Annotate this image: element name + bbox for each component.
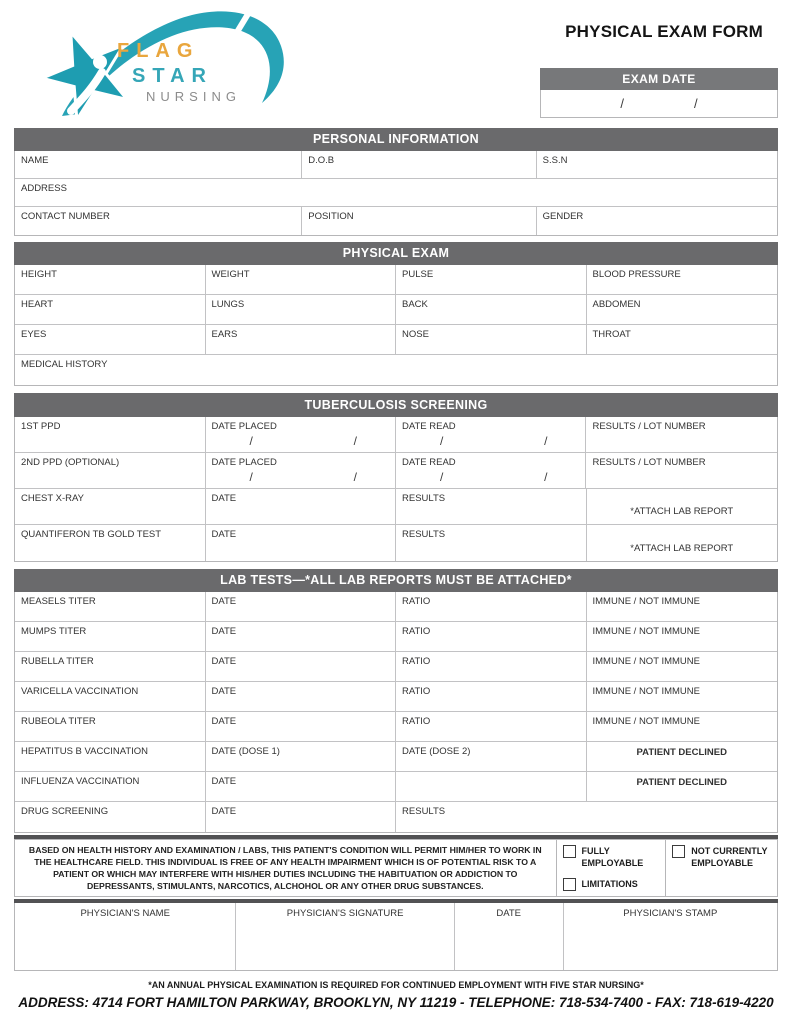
annual-exam-note: *AN ANNUAL PHYSICAL EXAMINATION IS REQUIRED FOR CONTINUED EMPLOYMENT WITH FIVE STAR NURSING* [148,980,644,990]
table-row [15,652,777,682]
attach-lab-report-note: *ATTACH LAB REPORT [630,543,734,554]
date-slashes [396,432,585,448]
table-row [15,179,777,207]
results-lot-number-field: RESULTS / LOT NUMBER [592,457,706,468]
cell-label: DATE READ [402,421,456,432]
limitations-option[interactable] [563,878,662,891]
date-field: DATE [206,682,397,711]
not-employable-checkbox-group [666,840,777,896]
tb-test-label: 2ND PPD (OPTIONAL) [15,453,206,488]
patient-declined-label: PATIENT DECLINED [636,777,727,788]
date-slashes [206,468,395,484]
checkbox-label: LIMITATIONS [581,879,638,889]
table-row [15,295,777,325]
physical-exam-table [14,265,778,386]
immune-status-field: IMMUNE / NOT IMMUNE [592,656,700,667]
lab-test-label: MEASELS TITER [15,592,206,621]
physician-name-field: PHYSICIAN'S NAME [15,903,236,970]
date-read-field [396,417,586,452]
section-title-physical-exam: PHYSICAL EXAM [14,242,778,265]
slash: / [544,434,548,448]
certification-statement: BASED ON HEALTH HISTORY AND EXAMINATION / LABS, THIS PATIENT'S CONDITION WILL PERMIT HIM/HER TO WORK IN THE HEALTHCARE FIELD. THIS INDIVIDUAL IS FREE OF ANY HEALTH IMPAIRMENT WHICH IS OF POTENTIAL RISK TO A PATIENT OR WHICH MAY INTERFERE WITH HIS/HER DUTIES INCLUDING THE HABITUATION OR ADDICTION TO DEPRESSANTS, STIMULANTS, NARCOTICS, ALCHOHOL OR ANY OTHER DRUG SUBSTANCES. [15,840,557,896]
tb-test-label: QUANTIFERON TB GOLD TEST [15,525,206,561]
date-dose1-field: DATE (DOSE 1) [206,742,397,771]
eyes-field: EYES [15,325,206,354]
date-read-field [396,453,586,488]
ratio-field: RATIO [396,712,587,741]
date-slashes [396,468,585,484]
lab-test-label: VARICELLA VACCINATION [15,682,206,711]
immune-status-field: IMMUNE / NOT IMMUNE [592,596,700,607]
fully-employable-checkbox[interactable] [563,845,576,858]
patient-declined-label: PATIENT DECLINED [636,747,727,758]
physician-signature-field: PHYSICIAN'S SIGNATURE [236,903,454,970]
slash: / [440,434,444,448]
ears-field: EARS [206,325,397,354]
immune-status-field: IMMUNE / NOT IMMUNE [592,626,700,637]
employability-checkbox-group [557,840,667,896]
lab-test-label: DRUG SCREENING [15,802,206,832]
slash: / [353,470,357,484]
name-field: NAME [15,151,302,178]
table-row [15,802,777,832]
date-field: DATE [206,652,397,681]
slash: / [249,434,253,448]
not-currently-employable-checkbox[interactable] [672,845,685,858]
date-placed-field [206,417,396,452]
flagstar-nursing-logo-icon [22,2,287,124]
throat-field: THROAT [592,329,631,340]
dob-field: D.O.B [302,151,536,178]
date-field: DATE [206,592,397,621]
nose-field: NOSE [396,325,587,354]
exam-date-field [540,90,778,118]
table-row [15,525,777,561]
table-row [15,207,777,235]
logo-text-nursing: NURSING [146,89,241,104]
form-header [0,0,792,128]
results-field: RESULTS [396,489,587,524]
section-title-tuberculosis-screening: TUBERCULOSIS SCREENING [14,393,778,417]
lab-test-label: INFLUENZA VACCINATION [15,772,206,801]
section-title-personal-information: PERSONAL INFORMATION [14,128,778,151]
physician-stamp-field: PHYSICIAN'S STAMP [623,908,718,919]
date-field: DATE [206,525,397,561]
position-field: POSITION [302,207,536,235]
date-field: DATE [206,772,397,801]
page-title: PHYSICAL EXAM FORM [565,22,763,41]
tb-test-label: CHEST X-RAY [15,489,206,524]
slash: / [353,434,357,448]
date-field: DATE [206,622,397,651]
exam-date-box [540,68,778,118]
company-address-line: ADDRESS: 4714 FORT HAMILTON PARKWAY, BROOKLYN, NY 11219 - TELEPHONE: 718-534-7400 - FAX: 718-619-4220 [18,995,774,1010]
height-field: HEIGHT [15,265,206,294]
date-slashes [206,432,395,448]
table-row [15,265,777,295]
slash: / [249,470,253,484]
exam-date-header: EXAM DATE [540,68,778,90]
personal-information-table [14,151,778,236]
results-field: RESULTS [396,525,587,561]
immune-status-field: IMMUNE / NOT IMMUNE [592,716,700,727]
date-field: DATE [206,712,397,741]
blood-pressure-field: BLOOD PRESSURE [592,269,681,280]
table-row [15,453,777,489]
checkbox-label: NOT CURRENTLY EMPLOYABLE [691,846,768,868]
exam-date-slash-1: / [620,96,624,111]
results-lot-number-field: RESULTS / LOT NUMBER [592,421,706,432]
logo-text-flag: FLAG [117,40,200,62]
section-title-lab-tests: LAB TESTS—*ALL LAB REPORTS MUST BE ATTACHED* [14,569,778,592]
empty-cell [396,772,587,801]
tb-test-label: 1ST PPD [15,417,206,452]
ratio-field: RATIO [396,592,587,621]
ratio-field: RATIO [396,652,587,681]
logo-figure-head [93,55,107,69]
slash: / [440,470,444,484]
ratio-field: RATIO [396,682,587,711]
ratio-field: RATIO [396,622,587,651]
date-placed-field [206,453,396,488]
pulse-field: PULSE [396,265,587,294]
logo-star-icon [42,32,127,119]
cell-label: DATE PLACED [211,457,277,468]
slash: / [544,470,548,484]
form-body [14,128,778,1010]
address-field: ADDRESS [21,183,67,194]
lungs-field: LUNGS [206,295,397,324]
date-field: DATE [206,489,397,524]
table-row [15,712,777,742]
ssn-field: S.S.N [542,155,568,166]
heart-field: HEART [15,295,206,324]
results-field: RESULTS [402,806,446,817]
table-row [15,622,777,652]
weight-field: WEIGHT [206,265,397,294]
table-row [15,682,777,712]
contact-number-field: CONTACT NUMBER [15,207,302,235]
gender-field: GENDER [542,211,584,222]
lab-test-label: RUBELLA TITER [15,652,206,681]
lab-test-label: RUBEOLA TITER [15,712,206,741]
tuberculosis-screening-table [14,417,778,562]
table-row [15,417,777,453]
lab-test-label: HEPATITUS B VACCINATION [15,742,206,771]
certification-section [14,839,778,897]
attach-lab-report-note: *ATTACH LAB REPORT [630,506,734,517]
fully-employable-option[interactable] [563,845,662,869]
not-currently-employable-option[interactable] [672,845,773,869]
date-dose2-field: DATE (DOSE 2) [396,742,587,771]
table-row [15,355,777,385]
physician-signoff-table [14,903,778,971]
back-field: BACK [396,295,587,324]
lab-tests-table [14,592,778,833]
table-row [15,592,777,622]
table-row [15,489,777,525]
cell-label: DATE PLACED [211,421,277,432]
limitations-checkbox[interactable] [563,878,576,891]
table-row [15,151,777,179]
table-row [15,742,777,772]
exam-date-slash-2: / [694,96,698,111]
lab-test-label: MUMPS TITER [15,622,206,651]
date-field: DATE [206,802,397,832]
logo-text-star: STAR [132,65,213,87]
checkbox-label: FULLY EMPLOYABLE [581,846,644,868]
date-field: DATE [455,903,564,970]
cell-label: DATE READ [402,457,456,468]
immune-status-field: IMMUNE / NOT IMMUNE [592,686,700,697]
abdomen-field: ABDOMEN [592,299,641,310]
medical-history-field: MEDICAL HISTORY [21,359,108,370]
table-row [15,325,777,355]
table-row [15,772,777,802]
